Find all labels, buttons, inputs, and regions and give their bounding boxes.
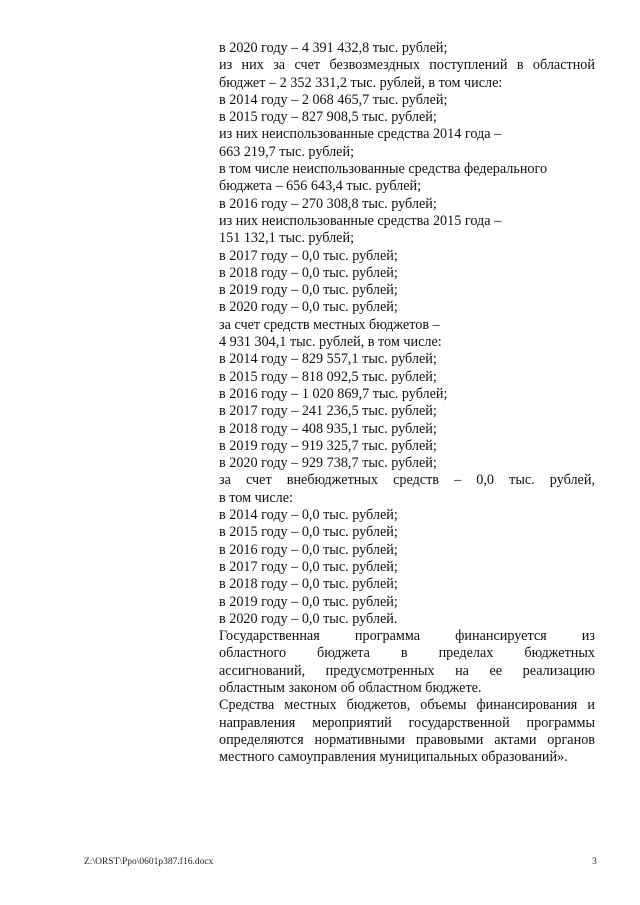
text-line: за счет внебюджетных средств – 0,0 тыс. рублей, xyxy=(219,472,595,489)
text-line: Средства местных бюджетов, объемы финансирования и xyxy=(219,697,595,714)
text-line: в том числе: xyxy=(219,489,293,506)
text-line: в 2020 году – 929 738,7 тыс. рублей; xyxy=(219,455,437,472)
text-line: Государственная программа финансируется из xyxy=(219,628,595,645)
text-line: за счет средств местных бюджетов – xyxy=(219,316,440,333)
text-line: в 2019 году – 0,0 тыс. рублей; xyxy=(219,282,398,299)
text-line: из них неиспользованные средства 2015 года – xyxy=(219,212,502,229)
text-line: в 2017 году – 0,0 тыс. рублей; xyxy=(219,247,398,264)
text-line: в 2014 году – 829 557,1 тыс. рублей; xyxy=(219,351,437,368)
text-line: в 2019 году – 0,0 тыс. рублей; xyxy=(219,593,398,610)
text-line: бюджет – 2 352 331,2 тыс. рублей, в том числе: xyxy=(219,74,503,91)
document-body xyxy=(219,40,595,766)
text-line: в 2015 году – 827 908,5 тыс. рублей; xyxy=(219,109,437,126)
text-line: в 2014 году – 0,0 тыс. рублей; xyxy=(219,507,398,524)
text-line: местного самоуправления муниципальных образований». xyxy=(219,749,568,766)
text-line: в 2016 году – 270 308,8 тыс. рублей; xyxy=(219,195,437,212)
text-line: в 2014 году – 2 068 465,7 тыс. рублей; xyxy=(219,91,448,108)
text-line: в 2019 году – 919 325,7 тыс. рублей; xyxy=(219,437,437,454)
page-number: 3 xyxy=(592,857,597,867)
text-line: 663 219,7 тыс. рублей; xyxy=(219,143,355,160)
text-line: 151 132,1 тыс. рублей; xyxy=(219,230,355,247)
text-line: в 2020 году – 0,0 тыс. рублей. xyxy=(219,610,398,627)
text-line: 4 931 304,1 тыс. рублей, в том числе: xyxy=(219,334,442,351)
text-line: в том числе неиспользованные средства федерального xyxy=(219,161,548,178)
text-line: в 2017 году – 241 236,5 тыс. рублей; xyxy=(219,403,437,420)
footer-file-path: Z:\ORST\Ppo\0601p387.f16.docx xyxy=(84,857,214,867)
text-line: в 2020 году – 0,0 тыс. рублей; xyxy=(219,299,398,316)
text-line: направления мероприятий государственной программы xyxy=(219,714,595,731)
text-line: в 2020 году – 4 391 432,8 тыс. рублей; xyxy=(219,40,448,56)
text-line: в 2018 году – 0,0 тыс. рублей; xyxy=(219,264,398,281)
text-line: областного бюджета в пределах бюджетных xyxy=(219,645,595,662)
text-line: в 2017 году – 0,0 тыс. рублей; xyxy=(219,558,398,575)
text-line: в 2016 году – 1 020 869,7 тыс. рублей; xyxy=(219,385,448,402)
text-line: областным законом об областном бюджете. xyxy=(219,679,482,696)
text-line: бюджета – 656 643,4 тыс. рублей; xyxy=(219,178,422,195)
text-line: в 2015 году – 0,0 тыс. рублей; xyxy=(219,524,398,541)
text-line: определяются нормативными правовыми актами органов xyxy=(219,731,595,748)
text-line: ассигнований, предусмотренных на ее реализацию xyxy=(219,662,595,679)
text-line: в 2018 году – 408 935,1 тыс. рублей; xyxy=(219,420,437,437)
text-line: в 2015 году – 818 092,5 тыс. рублей; xyxy=(219,368,437,385)
text-line: из них неиспользованные средства 2014 года – xyxy=(219,126,502,143)
text-line: в 2016 году – 0,0 тыс. рублей; xyxy=(219,541,398,558)
text-line: из них за счет безвозмездных поступлений в областной xyxy=(219,57,595,74)
text-line: в 2018 году – 0,0 тыс. рублей; xyxy=(219,576,398,593)
